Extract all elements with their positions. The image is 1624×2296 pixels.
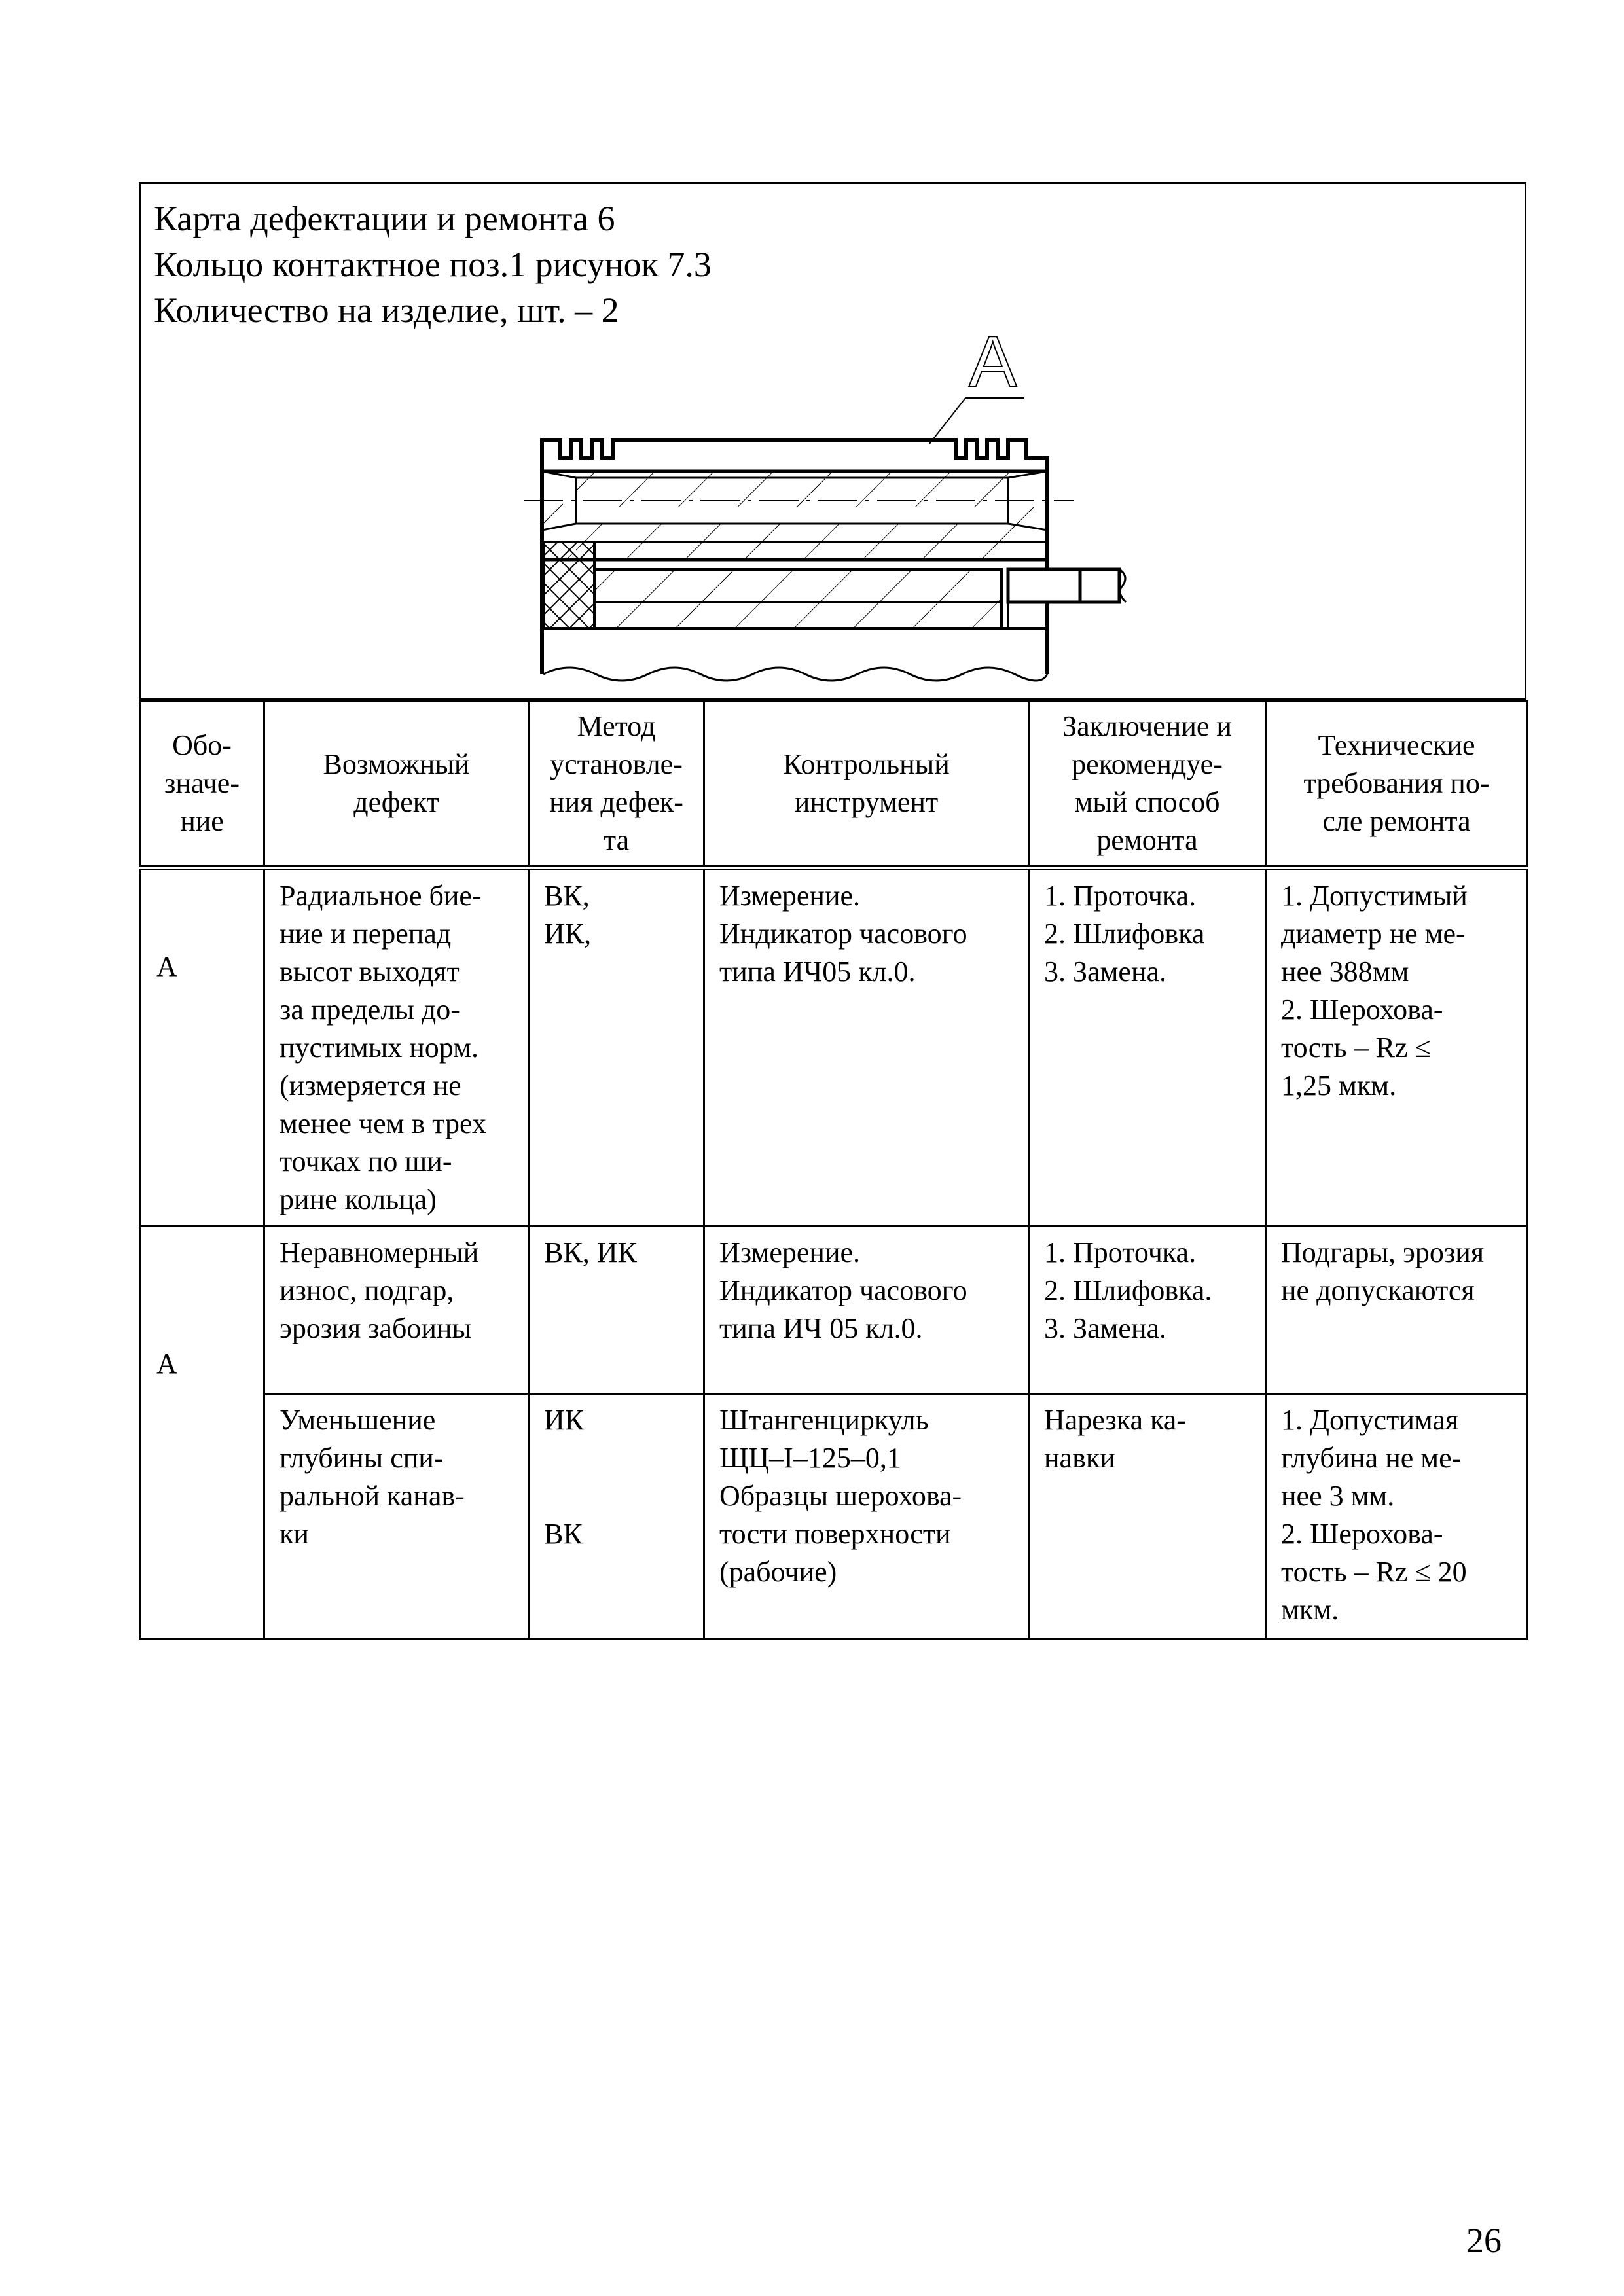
repair-cell: 1. Проточка. 2. Шлифовка 3. Замена. xyxy=(1029,868,1266,1227)
defect-cell: Неравномерный износ, подгар, эрозия забоины xyxy=(264,1227,529,1394)
instrument-cell: Штангенциркуль ЩЦ–I–125–0,1 Образцы шерохова- тости поверхности (рабочие) xyxy=(704,1394,1029,1639)
requirements-cell: 1. Допустимый диаметр не ме- нее 388мм 2. Шерохова- тость – Rz ≤ 1,25 мкм. xyxy=(1266,868,1528,1227)
method-cell: ВК, ИК xyxy=(529,1227,704,1394)
repair-cell: 1. Проточка. 2. Шлифовка. 3. Замена. xyxy=(1029,1227,1266,1394)
defect-cell: Радиальное бие- ние и перепад высот выходят за пределы до- пустимых норм. (измеряется не менее чем в трех точках по ши- рине кольца) xyxy=(264,868,529,1227)
view-a-label: А xyxy=(969,321,1017,402)
col-header-defect: Возможный дефект xyxy=(264,702,529,868)
part-name: Кольцо контактное поз.1 рисунок 7.3 xyxy=(154,245,712,284)
col-header-requirements: Технические требования по- сле ремонта xyxy=(1266,702,1528,868)
requirements-cell: 1. Допустимая глубина не ме- нее 3 мм. 2. Шерохова- тость – Rz ≤ 20 мкм. xyxy=(1266,1394,1528,1639)
hub-section xyxy=(542,542,1126,681)
col-header-instrument: Контрольный инструмент xyxy=(704,702,1029,868)
instrument-cell: Измерение. Индикатор часового типа ИЧ05 кл.0. xyxy=(704,868,1029,1227)
method-cell: ИК ВК xyxy=(529,1394,704,1639)
ring-section-drawing xyxy=(0,0,1624,707)
designation-cell: А xyxy=(140,1227,264,1639)
defect-cell: Уменьшение глубины спи- ральной канав- ки xyxy=(264,1394,529,1639)
defect-repair-table xyxy=(139,700,1528,1640)
contact-ring-section xyxy=(524,440,1074,674)
requirements-cell: Подгары, эрозия не допускаются xyxy=(1266,1227,1528,1394)
quantity-per-product: Количество на изделие, шт. – 2 xyxy=(154,291,619,330)
view-a-marker xyxy=(929,321,1024,444)
repair-cell: Нарезка ка- навки xyxy=(1029,1394,1266,1639)
col-header-repair: Заключение и рекомендуе- мый способ ремонта xyxy=(1029,702,1266,868)
col-header-method: Метод установле- ния дефек- та xyxy=(529,702,704,868)
instrument-cell: Измерение. Индикатор часового типа ИЧ 05 кл.0. xyxy=(704,1227,1029,1394)
table-row xyxy=(140,1394,1528,1639)
table-row xyxy=(140,1227,1528,1394)
designation-cell: А xyxy=(140,868,264,1227)
table-header-row xyxy=(140,702,1528,868)
table-row xyxy=(140,868,1528,1227)
method-cell: ВК, ИК, xyxy=(529,868,704,1227)
col-header-designation: Обо- значе- ние xyxy=(140,702,264,868)
card-title: Карта дефектации и ремонта 6 xyxy=(154,199,615,238)
page-number: 26 xyxy=(1466,2221,1502,2260)
